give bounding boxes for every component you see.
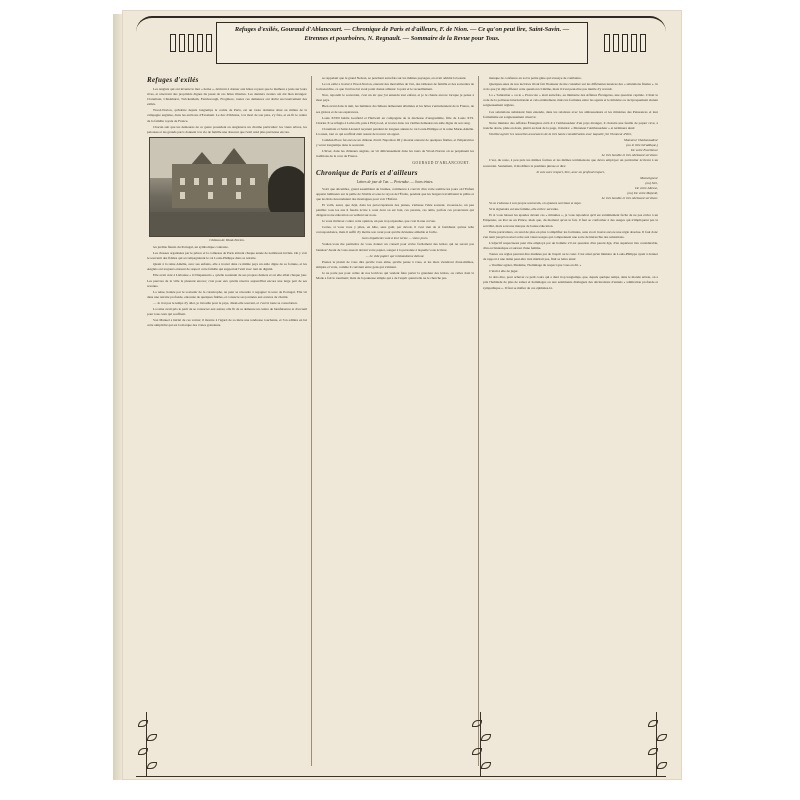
paragraph: Voulez-vous me permettre de vous donner un conseil pour écrire facilement des lettres qui ne seront pas banales? Avant de vous asseoir devant votre papier, songez à la personne à laquelle vous écrivez. [316, 242, 474, 252]
middle-column [316, 76, 474, 282]
paragraph: Bien avant dans la nuit, les lumières du château demeurent allumées et les hôtes s'entretiennent de la France, de ses gloires et de ses espérances. [316, 104, 474, 114]
paragraph: Elle avait créé à Lisbonne « O Dispensario » qu'elle soutenait de ses propres deniers et où elle allait chaque jour. Les pauvres de la ville la pleurent encore; c'est pour eux qu'elle réserve aujourd'hui encore une large part de ses revenus. [147, 273, 307, 288]
header-ornament [136, 16, 666, 66]
letter-line: Le très humble et très obéissant serviteur. [601, 153, 658, 158]
paragraph: La reine, hantée par le souvenir de la catastrophe, ne peut se résoudre à regagner la terre de Portugal. Elle vit dans une retraite profonde, entourée de quelques fidèles, et consacre ses journées aux œuvres de charité. [147, 289, 307, 299]
paragraph: — Je n'ai pas le temps d'y aller, je travaille pour le pays, disait-elle souvent, et c'est là toute sa consolation. [153, 300, 298, 305]
paragraph: Ces salutations subsistent bien entendu, dans les relations avec les ambassadeurs et les ministres des Puissances et leur formalisme est soigneusement observé. [483, 109, 658, 119]
paragraph: Quant à la reine Amélie, avec ses enfants, elle a trouvé dans ce même pays un asile digne de sa fortune, et les Anglais ont toujours entouré de respect cette famille qui supportait l'exil avec tant de dignité. [147, 262, 307, 272]
paragraph: C'était à elle de juger. [489, 269, 519, 274]
paragraph: Certes, si vous vous y pliez, en hâte, sans goût, par devoir, il s'est rien de si fastidieux qu'une telle correspondance, mais il suffit d'y mettre son cœur pour qu'elle devienne aimable et facile. [316, 225, 474, 235]
contents-summary: Refuges d'exilés, Gouraud d'Ablancourt. — Chronique de Paris et d'ailleurs, F. de Nion. — Ce qu'on peut lire, Saint-Savin. — Etrennes et pourboires, N. Regnault. — Sommaire de la Revue pour Tous. [234, 26, 570, 42]
paragraph: Prenez le plaisir de vous dire qu'elle vous aime, qu'elle pense à vous, et les mots viendront d'eux-mêmes, simples et vrais, comme il convient entre gens qui s'aiment. [316, 259, 474, 269]
paragraph: manque de confiance en soi la petite gêne qui s'essaye de combattre. [489, 76, 582, 80]
paragraph: Je veux m'élever contre cette opinion, un peu trop répandue, que c'est là une corvée. [322, 219, 436, 224]
paragraph: Son Manuel a hérité de ces vertus; il montre à l'égard de sa mère une tendresse touchante, et l'on admire en lui cette simplicité qui est la marque des vraies grandeurs. [147, 318, 307, 328]
letter-line: De votre Altesse, [635, 185, 658, 190]
paragraph: Veuillez agréer les nouvelles assurances de la très haute considération avec laquelle j'ai l'honneur d'être, [489, 131, 633, 136]
author-signature: GOURAUD D'ABLANCOURT. [412, 161, 470, 166]
paragraph: Voici que décembre, grand assembleur de brumes, commence à couvrir d'un voile sombre les jours où l'Enfant apparut lumineux sur la paille de l'étable et sous le rayon de l'Étoile, pendant que les bergers travaillaient le plâtre et que les Rois descendaient des montagnes pour voir l'Enfant. [316, 186, 474, 201]
book-ornament-icon [170, 34, 212, 52]
paragraph: Chacun sait que les demeures de ce genre possèdent en Angleterre un charme particulier: les vieux arbres, les pelouses et les grands parcs donnent à la vie de famille une douceur que l'exil rend plus précieuse encore. [147, 124, 307, 134]
letter-line: Monseigneur [640, 175, 658, 180]
paragraph: « Veuillez agréer, Madame, l'hommage du respect que vous en dû. » [489, 263, 582, 268]
right-column [483, 76, 658, 292]
paragraph: Si le signataire est une femme, elle écrira: servante. [489, 207, 559, 212]
paragraph: C'est, du reste, à peu près les mêmes formes et les mêmes terminaisons que devra employer un particulier écrivant à un souverain. Seulement, il modifiera la première phrase et dira: [483, 158, 658, 168]
letter-line: (ou) Sire, [645, 180, 658, 185]
letter-line: Monsieur l'Ambassadeur [624, 138, 658, 143]
left-column [147, 76, 307, 329]
paragraph: La reine avait pris le parti de se consacrer aux autres; elle fit de sa demeure un centre de bienfaisance et d'accueil pour tous ceux qui souffrent. [147, 306, 307, 317]
paragraph: les jardins fleuris du Portugal, un symbolique contraste. [153, 244, 229, 249]
interlude-line: Gens impatients vont à leur terme — vieux jours. [361, 236, 429, 241]
column-divider [311, 76, 312, 766]
paragraph: Notre ministre des Affaires Étrangères écrit-il à l'ambassadeur d'un pays étranger, il choisira une feuille de papier cavé, à tranche dorée, pliée en deux, plutôt au haut de la page, il mettra: « Monsieur l'Ambassadeur » et terminera ainsi: [483, 120, 658, 130]
paragraph: Camden-Place fut encore un château d'exil: Napoléon III y mourut entouré de quelques fidèles, et l'impératrice y vécut longtemps dans le souvenir. [316, 138, 474, 148]
interlude-line: — Le vide papier qui m'abandonne debout. [365, 253, 425, 258]
vine-ornament-icon [472, 712, 490, 776]
paragraph: se rappelant que le grand Nelson, se penchant autrefois sur les mêmes paysages, en avait admiré la beauté. [322, 76, 467, 80]
vine-ornament-icon [138, 712, 156, 776]
letter-line: Le très humble et très obéissant serviteur. [601, 196, 658, 201]
paragraph: Entre particuliers, on tend de plus en plus à simplifier les formules, sans avoir trouvé encore une règle absolue. Il faut donc s'en tenir jusqu'à nouvel ordre aux vieux usages qui comprennent une sorte de hiérarchie des salutations. [483, 229, 658, 239]
paragraph: Je dois dire, pour achever ce petit cours qui a duré trop longtemps, que, depuis quelque temps, dans le monde artiste, on a pris l'habitude de plus de saluer et hommages ou aux sentiments distingués des déclarations d'ennuis « admiration profonde et sympathique ». Il faut se méfier de ces épithètes-là. [483, 275, 658, 290]
column-divider [478, 76, 479, 766]
paragraph: Wood-Norton, qu'habite depuis longtemps le comte de Paris, est un vaste domaine situé au milieu de la campagne anglaise, dans les environs d'Evesham. Le duc d'Orléans, à la mort de son père, s'y fixa, et en fit le centre de la famille royale de France. [147, 108, 307, 123]
paragraph: Si on s'adresse à son propre souverain, on ajoutera serviteur et sujet. [489, 201, 582, 206]
paragraph: Je ne parle pas pour celles de nos lectrices qui veulent faire parler la grandeur des lettres, ou celles dont la Mode a fait le tourment; mais de la jeunesse simple qui a de l'esprit quand elle ne le cherche pas. [316, 270, 474, 280]
letter-line: Je suis avec respect, Sire, avec un profond respect, [536, 169, 605, 174]
book-ornament-icon [604, 34, 646, 52]
bottom-rule [136, 776, 666, 777]
letter-line: De votre Excellence [630, 148, 658, 153]
chateau-photo [149, 137, 305, 237]
paragraph: Le roi exilé a trouvé à Wood-Norton, entouré des merveilles de l'art, des tableaux de famille et des souvenirs de la monarchie, ce que l'exil ne lui avait point donné ailleurs: la paix et le recueillement. [316, 82, 474, 92]
section-title-chronique: Chronique de Paris et d'ailleurs [316, 168, 418, 177]
paragraph: Les Anglais qui ont inventé le mot « home », dérivent à donner aux hôtes royaux que le malheur a jetés sur leurs rives, et réservent des propriétés dignes du passé de ces hôtes illustres. Les derniers avatars ont été bien étranges: Claremont, Chislehurst, Twickenham, Farnborough, Frogmore, toutes ces demeures ont abrité successivement des exilés. [147, 87, 307, 107]
paragraph: Et si vous laissez les épaules devant ces « minuties », je vous répondrai qu'il est extrêmement facile de ne pas écrire à un Empereur, au Roi ou un Prince, mais que, du moment qu'on le fait, il faut se conformer à des usages qui n'impliquent pas la servilité, mais sont une marque de bonne éducation. [483, 213, 658, 228]
photo-caption: Château de Wood-Norton. [209, 237, 245, 242]
letter-line: (ou le titre héraldique,) [626, 143, 658, 148]
paragraph: L'adjectif respectueux peut être employé par un homme s'il est question d'un parent âgé, d'un supérieur très considérable, d'un ecclésiastique et surtout d'une femme. [483, 240, 658, 250]
paragraph: Les chasses organisées par le prince et la comtesse de Paris attirent chaque année de nombreux invités. On y voit le souvenir des fidèles qui accompagnèrent le roi Louis-Philippe dans sa retraite. [147, 251, 307, 261]
paragraph: Claremont et Saint-Léonard reçurent pendant de longues années le roi Louis-Philippe et la reine Marie-Amélie. Là aussi, tout ce qui souffrait était assuré de trouver un appui. [316, 126, 474, 136]
paragraph: Quelques-unes de nos lectrices m'ont fait l'honneur de me consulter sur les différentes nuances des « salutations finales ». Je crois que j'ai déjà effleuré cette question ici même, mais il n'est peut-être pas inutile d'y revenir. [483, 82, 658, 92]
letter-line: (ou) De votre Majesté, [627, 190, 658, 195]
paragraph: La « Salutation » ou le « Protocole » était autrefois, au ministère des Affaires Étrangères, une question capitale. C'était le code de la politesse internationale et cela entièrement, mais les formules entre les agents et le ministre ou réciproquement étaient soigneusement réglées. [483, 93, 658, 108]
paragraph: L'hiver, dans les châteaux anglais, on vit délicieusement dans les tours de Wood-Norton où se perpétuent les traditions de la cour de France. [316, 149, 474, 159]
paragraph: Louis XVIII habita Gosfield et Hartwell en compagnie de la duchesse d'Angoulême, fille de Louis XVI. Charles X se réfugia à Lulworth, puis à Holyrood, et trouva dans ces vieilles demeures un asile digne de son rang. [316, 115, 474, 125]
section-title-refuges: Refuges d'exilés [147, 76, 199, 84]
paragraph: Toutes ces règles peuvent être étudiées par de l'esprit ou le cœur. C'est ainsi qu'un ministre de Louis-Philippe ayant à donner de rapport à une dame peut-être n'en méritait pas, finit sa lettre ainsi: [483, 252, 658, 262]
vine-ornament-icon [648, 712, 666, 776]
contents-box [216, 22, 588, 64]
paragraph: Et voilà, aussi, que déjà, dans les préoccupations des jeunes, s'amasse l'idée souvent, avouons-le, un peu pénible: tous les ans il faudra écrire à ceux dont on est loin, ces parents, ces amis, parfois ces protecteurs qui dirigent notre éducation ou veillent sur nous. [316, 202, 474, 217]
section-subtitle: Lettres de jour de l'an. — Pretendue. — Jours tristes. [356, 179, 434, 184]
paragraph: Non, répondit le souverain, c'est un air que j'ai entendu tout enfant, et je le chante encore lorsque je pense à mon pays. [316, 93, 474, 103]
